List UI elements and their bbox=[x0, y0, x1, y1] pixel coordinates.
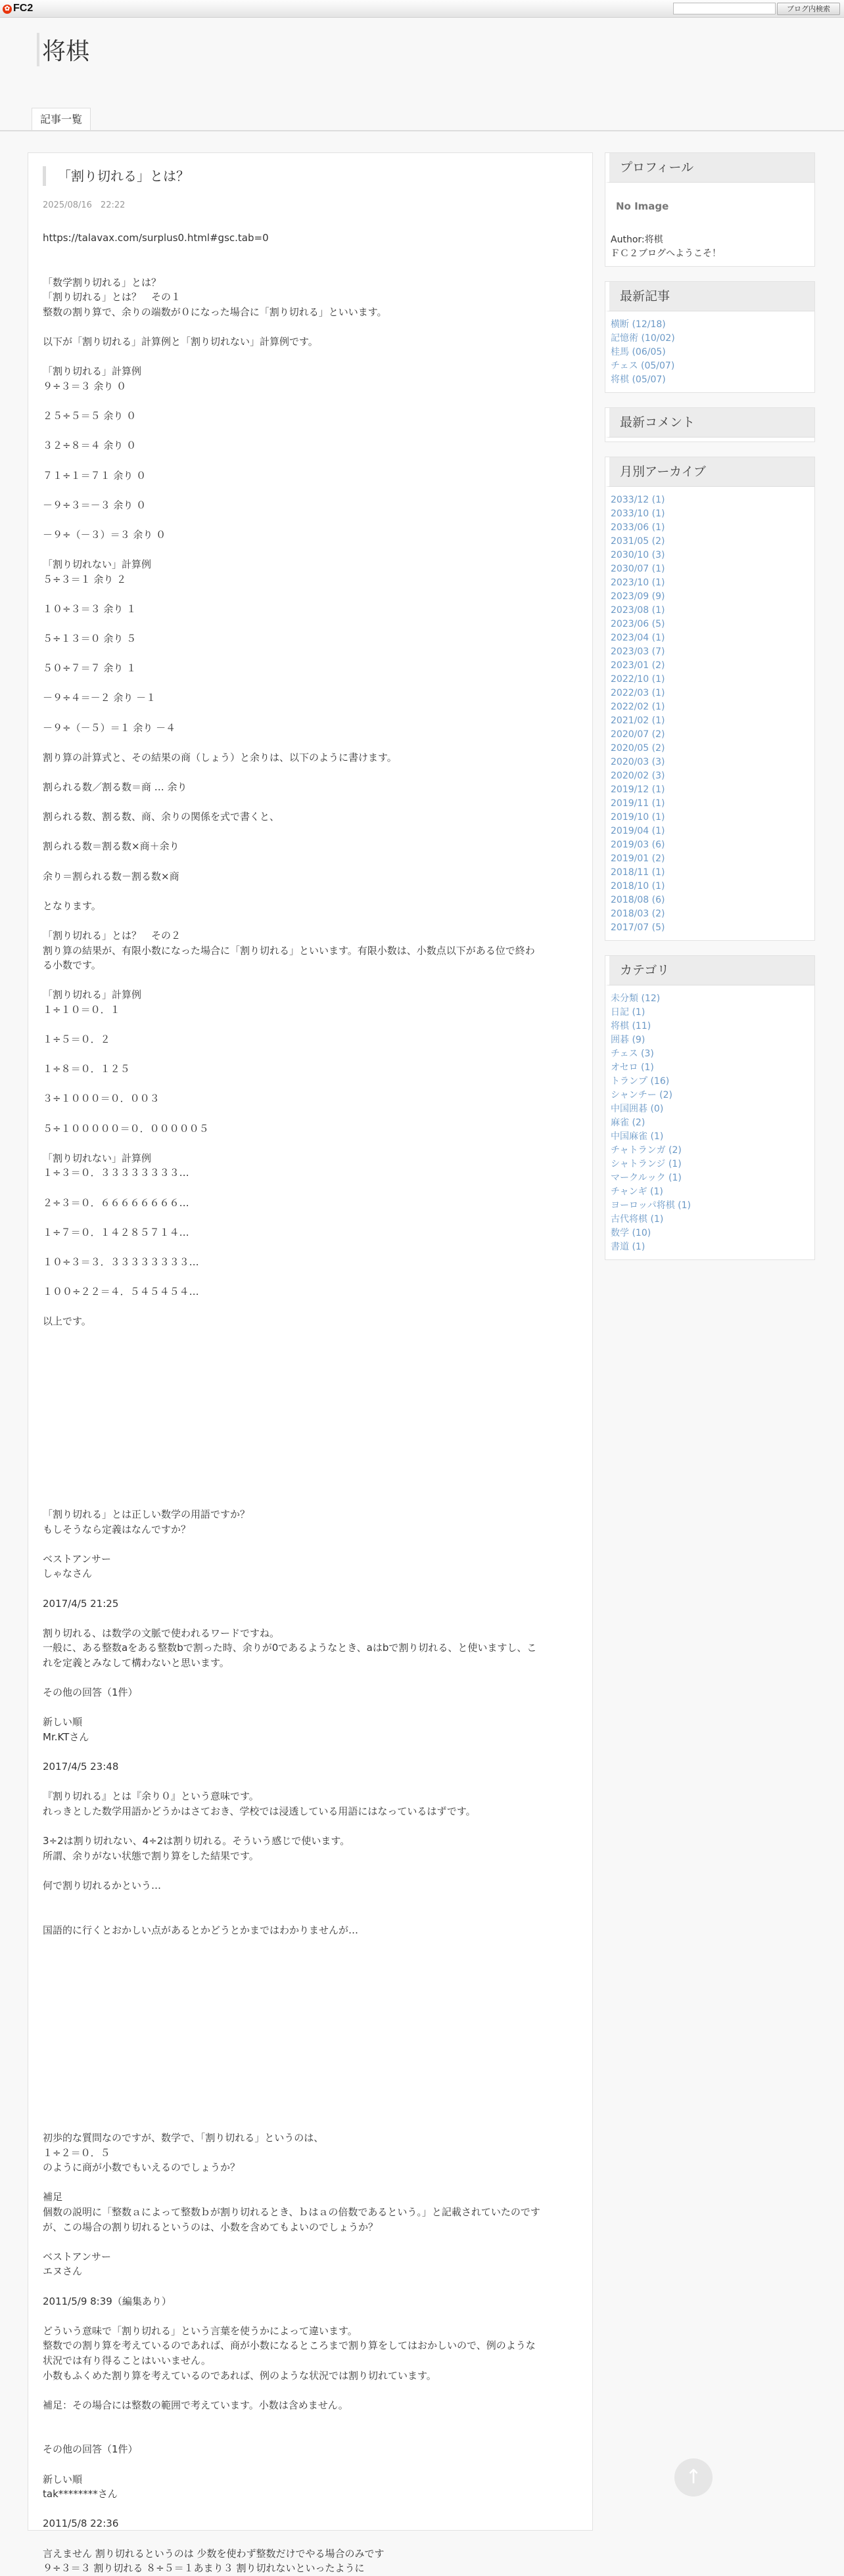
post-body-line bbox=[43, 2175, 575, 2190]
categories-box bbox=[605, 955, 815, 1260]
post-body-line: 2011/5/9 8:39（編集あり） bbox=[43, 2295, 172, 2307]
post-body-line: －９÷（－３）＝３ 余り ０ bbox=[43, 528, 166, 541]
nav-tab-article-list[interactable]: 記事一覧 bbox=[32, 108, 91, 131]
post-body-line: １÷５＝０．２ bbox=[43, 1033, 110, 1046]
post-title[interactable]: 「割り切れる」とは？ bbox=[43, 166, 189, 186]
post-body bbox=[43, 231, 575, 2576]
post-body-line bbox=[43, 1671, 575, 1686]
category-link[interactable]: チャトランガ (2) bbox=[611, 1145, 682, 1156]
post-body-line bbox=[43, 542, 575, 557]
archive-month-link[interactable]: 2019/01 (2) bbox=[611, 853, 665, 864]
arrow-up-icon: ↑ bbox=[685, 2466, 702, 2489]
archive-month-link[interactable]: 2033/06 (1) bbox=[611, 522, 665, 533]
category-link[interactable]: シャトランジ (1) bbox=[611, 1159, 682, 1169]
archive-month-link[interactable]: 2018/11 (1) bbox=[611, 867, 665, 878]
post-body-line bbox=[43, 854, 575, 869]
recent-comments-box bbox=[605, 407, 815, 442]
category-link[interactable]: 数学 (10) bbox=[611, 1228, 651, 1238]
post-body-line: 整数での割り算を考えているのであれば、商が小数になるところまで割り算をしてはおかしいので、例のような bbox=[43, 2339, 536, 2352]
post-body-line: 「数学割り切れる」とは？ bbox=[43, 276, 162, 288]
category-link[interactable]: トランプ (16) bbox=[611, 1076, 670, 1087]
post-body-line: 2011/5/8 22:36 bbox=[43, 2518, 119, 2530]
archive-month-link[interactable]: 2019/11 (1) bbox=[611, 798, 665, 809]
post-body-line: １÷８＝０．１２５ bbox=[43, 1063, 130, 1075]
post-body-line: ２５÷５＝５ 余り ０ bbox=[43, 410, 137, 422]
profile-heading: プロフィール bbox=[605, 153, 814, 183]
archive-month-link[interactable]: 2020/03 (3) bbox=[611, 757, 665, 767]
category-link[interactable]: ヨーロッパ将棋 (1) bbox=[611, 1200, 692, 1211]
post-body-line: 補足 bbox=[43, 2191, 63, 2203]
post-body-line bbox=[43, 246, 575, 261]
post-body-line bbox=[43, 1700, 575, 1715]
post-body-line: 所謂、余りがない状態で割り算をした結果です。 bbox=[43, 1849, 259, 1862]
category-link[interactable]: オセロ (1) bbox=[611, 1062, 654, 1073]
post-body-line bbox=[43, 706, 575, 721]
post-body-line: が、この場合の割り切れるというのは、小数を含めてもよいのでしょうか？ bbox=[43, 2221, 379, 2233]
post-body-line: ５０÷７＝７ 余り １ bbox=[43, 662, 137, 675]
archives-heading: 月別アーカイブ bbox=[605, 457, 814, 487]
category-link[interactable]: 中国麻雀 (1) bbox=[611, 1131, 664, 1142]
post-body-line: 言えません 割り切れるというのは 少数を使わず整数だけでやる場合のみです bbox=[43, 2547, 385, 2560]
post-body-line bbox=[43, 1017, 575, 1032]
post-body-line bbox=[43, 2457, 575, 2472]
category-link[interactable]: シャンチー (2) bbox=[611, 1090, 673, 1100]
category-link[interactable]: チェス (3) bbox=[611, 1049, 654, 1059]
category-link[interactable]: 麻雀 (2) bbox=[611, 1118, 645, 1128]
post-body-line: １÷３＝０．３３３３３３３３… bbox=[43, 1167, 189, 1179]
blog-title[interactable]: 将棋 bbox=[37, 33, 89, 66]
post-body-line bbox=[43, 795, 575, 810]
recent-post-link[interactable]: 将棋 (05/07) bbox=[611, 374, 666, 385]
post-body-line bbox=[43, 616, 575, 631]
post-body-line bbox=[43, 1388, 575, 1403]
post-body-line: １÷７＝０．１４２８５７１４… bbox=[43, 1226, 189, 1238]
post-body-line: ９÷３＝３ 余り ０ bbox=[43, 380, 127, 392]
post-body-line bbox=[43, 587, 575, 602]
post-body-line: １÷１０＝０．１ bbox=[43, 1003, 120, 1016]
post-body-line bbox=[43, 453, 575, 468]
post-body-line bbox=[43, 2012, 575, 2027]
archive-month-link[interactable]: 2033/10 (1) bbox=[611, 508, 665, 519]
recent-post-link[interactable]: 桂馬 (06/05) bbox=[611, 347, 666, 357]
post-body-line bbox=[43, 2101, 575, 2116]
post-body-line: ９÷３＝３ 割り切れる ８÷５＝１あまり３ 割り切れないといったように bbox=[43, 2562, 365, 2575]
post-body-line bbox=[43, 350, 575, 365]
post-body-line: ベストアンサー bbox=[43, 2250, 111, 2263]
post-body-line: 割られる数／割る数＝商 … 余り bbox=[43, 780, 187, 793]
post-body-line: ３２÷８＝４ 余り ０ bbox=[43, 440, 137, 452]
post-body-line bbox=[43, 2086, 575, 2101]
profile-author: Author:将棋 bbox=[611, 235, 663, 245]
post-body-line bbox=[43, 1359, 575, 1374]
post-body-line: １０÷３＝３ 余り １ bbox=[43, 602, 137, 615]
post-body-line bbox=[43, 735, 575, 750]
profile-no-image: No Image bbox=[616, 200, 669, 212]
post-body-line bbox=[43, 2531, 575, 2546]
post-body-line: 余り＝割られる数－割る数×商 bbox=[43, 870, 179, 882]
post-body-line: －９÷３＝－３ 余り ０ bbox=[43, 499, 147, 511]
post-body-line bbox=[43, 2412, 575, 2428]
post-body-line: 割られる数＝割る数×商＋余り bbox=[43, 840, 179, 853]
post-body-line bbox=[43, 765, 575, 780]
post-body-line: 3÷2は割り切れない、4÷2は割り切れる。そういう感じで使います。 bbox=[43, 1835, 350, 1847]
post-body-line bbox=[43, 1403, 575, 1418]
post-body-line: 「割り切れる」計算例 bbox=[43, 365, 142, 378]
post-body-line bbox=[43, 1581, 575, 1596]
source-url-link[interactable]: https://talavax.com/surplus0.html#gsc.tab=0 bbox=[43, 232, 269, 244]
post-body-line bbox=[43, 1106, 575, 1121]
post-body-line bbox=[43, 1418, 575, 1434]
recent-post-link[interactable]: チェス (05/07) bbox=[611, 361, 675, 371]
post-body-line: ７１÷１＝７１ 余り ０ bbox=[43, 469, 147, 482]
post-body-line: －９÷（－５）＝１ 余り －４ bbox=[43, 721, 176, 734]
post-body-line bbox=[43, 973, 575, 988]
post-body-line: その他の回答（1件） bbox=[43, 1686, 138, 1699]
category-link[interactable]: 将棋 (11) bbox=[611, 1021, 651, 1031]
post-body-line: 「割り切れる」とは？ その１ bbox=[43, 291, 181, 304]
archive-month-link[interactable]: 2018/08 (6) bbox=[611, 895, 665, 905]
post-body-line: エヌさん bbox=[43, 2265, 83, 2278]
post-body-line: 状況では有り得ることはいいません。 bbox=[43, 2354, 211, 2366]
post-body-line bbox=[43, 424, 575, 439]
recent-posts-heading: 最新記事 bbox=[605, 282, 814, 311]
post-body-line: ５÷１０００００＝０．０００００５ bbox=[43, 1122, 209, 1135]
category-link[interactable]: 囲碁 (9) bbox=[611, 1035, 645, 1045]
post-body-line bbox=[43, 2041, 575, 2056]
post-body-line bbox=[43, 913, 575, 928]
post-body-line: もしそうなら定義はなんですか？ bbox=[43, 1523, 191, 1535]
category-link[interactable]: チャンギ (1) bbox=[611, 1186, 663, 1197]
archive-month-link[interactable]: 2021/02 (1) bbox=[611, 715, 665, 726]
post-body-line: Mr.KTさん bbox=[43, 1730, 89, 1743]
post-body-line: しゃなさん bbox=[43, 1568, 93, 1580]
archive-month-link[interactable]: 2019/10 (1) bbox=[611, 812, 665, 823]
archive-month-link[interactable]: 2023/04 (1) bbox=[611, 633, 665, 643]
post-body-line: 整数の割り算で、余りの端数が０になった場合に「割り切れる」といいます。 bbox=[43, 305, 387, 318]
post-body-line bbox=[43, 1492, 575, 1507]
post-body-line: 2017/4/5 21:25 bbox=[43, 1597, 119, 1610]
post-body-line bbox=[43, 260, 575, 275]
category-link[interactable]: 書道 (1) bbox=[611, 1242, 645, 1252]
archive-month-link[interactable]: 2019/03 (6) bbox=[611, 840, 665, 850]
post-body-line: どういう意味で「割り切れる」という言葉を使うかによって違います。 bbox=[43, 2324, 358, 2337]
fc2-toolbar bbox=[0, 0, 844, 18]
post-body-line bbox=[43, 884, 575, 899]
post-body-line bbox=[43, 1745, 575, 1760]
nav-divider bbox=[0, 130, 844, 131]
post-body-line bbox=[43, 1611, 575, 1626]
archives-list bbox=[605, 487, 814, 940]
post-body-line bbox=[43, 646, 575, 662]
post-body-line: 2017/4/5 23:48 bbox=[43, 1761, 119, 1773]
post-body-line bbox=[43, 2056, 575, 2071]
category-link[interactable]: マークルック (1) bbox=[611, 1173, 682, 1183]
post-body-line bbox=[43, 320, 575, 335]
post-body-line bbox=[43, 2115, 575, 2131]
post-body-line: 割り算の計算式と、その結果の商（しょう）と余りは、以下のように書けます。 bbox=[43, 751, 397, 763]
post-body-line: れっきとした数学用語かどうかはさておき、学校では浸透している用語にはなっているはずです。 bbox=[43, 1805, 476, 1817]
post-body-line: １０÷３＝３．３３３３３３３３… bbox=[43, 1255, 199, 1268]
post-body-line: 個数の説明に「整数ａによって整数ｂが割り切れるとき、ｂはａの倍数であるという。」と記載されていたのです bbox=[43, 2205, 540, 2218]
post-body-line: 以下が「割り切れる」計算例と「割り切れない」計算例です。 bbox=[43, 336, 318, 348]
post-body-line: 割られる数、割る数、商、余りの関係を式で書くと、 bbox=[43, 811, 280, 823]
post-body-line bbox=[43, 1344, 575, 1359]
post-body-line bbox=[43, 1967, 575, 1982]
post-body-line: 「割り切れない」計算例 bbox=[43, 558, 152, 571]
post-body-line bbox=[43, 1299, 575, 1315]
archive-month-link[interactable]: 2031/05 (2) bbox=[611, 536, 665, 547]
post-body-line bbox=[43, 1374, 575, 1389]
post-body-line bbox=[43, 676, 575, 691]
post-body-line bbox=[43, 2309, 575, 2324]
post-body-line: ２÷３＝０．６６６６６６６６… bbox=[43, 1196, 189, 1209]
post-body-line: 小数もふくめた割り算を考えているのであれば、例のような状況では割り切れています。 bbox=[43, 2369, 436, 2382]
post-body-line: tak********さん bbox=[43, 2488, 118, 2500]
archive-month-link[interactable]: 2022/10 (1) bbox=[611, 674, 665, 685]
post-body-line: １÷２＝０．５ bbox=[43, 2146, 110, 2159]
post-body-line: 新しい順 bbox=[43, 1716, 83, 1729]
post-body-line: ベストアンサー bbox=[43, 1552, 111, 1565]
post-body-line: ３÷１０００＝０．００３ bbox=[43, 1093, 160, 1105]
post-body-line: １００÷２２＝４．５４５４５４… bbox=[43, 1286, 199, 1298]
post-body-line bbox=[43, 2383, 575, 2398]
post-body-line bbox=[43, 2279, 575, 2294]
blog-search-button[interactable]: ブログ内検索 bbox=[777, 3, 840, 15]
post-body-line: 割り切れる、は数学の文脈で使われるワードですね。 bbox=[43, 1627, 280, 1639]
post-body-line bbox=[43, 825, 575, 840]
post-body-line bbox=[43, 1982, 575, 1997]
post-body-line bbox=[43, 1240, 575, 1255]
post-body-line bbox=[43, 1077, 575, 1092]
post-body-line bbox=[43, 1210, 575, 1225]
post-body-line: その他の回答（1件） bbox=[43, 2443, 138, 2456]
archive-month-link[interactable]: 2020/02 (3) bbox=[611, 771, 665, 781]
post-body-line bbox=[43, 1270, 575, 1285]
post-body-line: 以上です。 bbox=[43, 1315, 91, 1328]
post-body-line bbox=[43, 2428, 575, 2443]
archive-month-link[interactable]: 2020/07 (2) bbox=[611, 729, 665, 740]
post-body-line bbox=[43, 1819, 575, 1834]
recent-posts-box bbox=[605, 281, 815, 393]
post-body-line bbox=[43, 512, 575, 528]
archive-month-link[interactable]: 2030/10 (3) bbox=[611, 550, 665, 560]
archive-month-link[interactable]: 2033/12 (1) bbox=[611, 495, 665, 505]
archive-month-link[interactable]: 2017/07 (5) bbox=[611, 922, 665, 933]
archives-box bbox=[605, 457, 815, 941]
post-body-line: となります。 bbox=[43, 899, 101, 912]
archive-month-link[interactable]: 2018/10 (1) bbox=[611, 881, 665, 892]
post-body-line: 一般に、ある整数aをある整数bで割った時、余りが0であるようなとき、aはbで割り切れる、と使いますし、こ bbox=[43, 1642, 537, 1654]
post-body-line: ５÷１３＝０ 余り ５ bbox=[43, 633, 137, 645]
post-body-line bbox=[43, 2071, 575, 2087]
recent-post-link[interactable]: 横断 (12/18) bbox=[611, 319, 666, 330]
post-body-line bbox=[43, 1478, 575, 1493]
post-date: 2025/08/16 22:22 bbox=[43, 200, 126, 210]
profile-welcome: ＦＣ２ブログへようこそ！ bbox=[611, 248, 721, 259]
post-body-line: 何で割り切れるかという… bbox=[43, 1879, 162, 1891]
category-link[interactable]: 中国囲碁 (0) bbox=[611, 1104, 664, 1114]
post-body-line: 「割り切れる」とは？ その２ bbox=[43, 929, 181, 941]
post-body-line bbox=[43, 1433, 575, 1448]
post-body-line bbox=[43, 1047, 575, 1062]
archive-month-link[interactable]: 2022/03 (1) bbox=[611, 688, 665, 698]
post-body-line: 国語的に行くとおかしい点があるとかどうとかまではわかりませんが… bbox=[43, 1924, 359, 1936]
back-to-top-button[interactable] bbox=[674, 2458, 713, 2497]
recent-post-link[interactable]: 記憶術 (10/02) bbox=[611, 333, 675, 344]
categories-list bbox=[605, 985, 814, 1259]
sidebar bbox=[605, 152, 815, 1275]
profile-box bbox=[605, 152, 815, 267]
post-body-line: 「割り切れない」計算例 bbox=[43, 1152, 152, 1164]
post-body-line bbox=[43, 394, 575, 409]
post-body-line bbox=[43, 1181, 575, 1196]
post-body-line bbox=[43, 1136, 575, 1151]
post-body-line bbox=[43, 2027, 575, 2042]
archive-month-link[interactable]: 2023/01 (2) bbox=[611, 660, 665, 671]
post-body-line: 補足：その場合には整数の範囲で考えています。小数は含めません。 bbox=[43, 2399, 348, 2411]
archive-month-link[interactable]: 2023/08 (1) bbox=[611, 605, 665, 616]
post-body-line bbox=[43, 1863, 575, 1878]
post-body-line: 新しい順 bbox=[43, 2473, 83, 2485]
post-body-line: 初歩的な質問なのですが、数学で、「割り切れる」というのは、 bbox=[43, 2132, 324, 2144]
post-body-line bbox=[43, 1908, 575, 1923]
post-body-line: 「割り切れる」とは正しい数学の用語ですか？ bbox=[43, 1508, 250, 1521]
post-body-line bbox=[43, 1329, 575, 1344]
post-body-line bbox=[43, 2234, 575, 2249]
archive-month-link[interactable]: 2030/07 (1) bbox=[611, 564, 665, 574]
fc2-logo-icon: ✿ bbox=[3, 5, 12, 14]
post-body-line bbox=[43, 1953, 575, 1968]
archive-month-link[interactable]: 2023/10 (1) bbox=[611, 577, 665, 588]
post-body-line bbox=[43, 2502, 575, 2517]
post-body-line: 割り算の結果が、有限小数になった場合に「割り切れる」といいます。有限小数は、小数点以下がある位で終わ bbox=[43, 944, 535, 957]
fc2-logo-text: FC2 bbox=[13, 3, 34, 14]
archive-month-link[interactable]: 2019/12 (1) bbox=[611, 784, 665, 795]
archive-month-link[interactable]: 2022/02 (1) bbox=[611, 702, 665, 712]
post-body-line bbox=[43, 1448, 575, 1463]
post-body-line: 「割り切れる」計算例 bbox=[43, 989, 142, 1001]
post-body-line bbox=[43, 1997, 575, 2012]
archive-month-link[interactable]: 2019/04 (1) bbox=[611, 826, 665, 836]
archive-month-link[interactable]: 2020/05 (2) bbox=[611, 743, 665, 754]
post-body-line: れを定義とみなして構わないと思います。 bbox=[43, 1657, 229, 1669]
post-body-line bbox=[43, 1893, 575, 1909]
category-link[interactable]: 古代将棋 (1) bbox=[611, 1214, 664, 1225]
post-body-line: のように商が小数でもいえるのでしょうか？ bbox=[43, 2161, 241, 2174]
post-body-line: る小数です。 bbox=[43, 959, 101, 972]
archive-month-link[interactable]: 2023/09 (9) bbox=[611, 591, 665, 602]
archive-month-link[interactable]: 2023/03 (7) bbox=[611, 646, 665, 657]
category-link[interactable]: 未分類 (12) bbox=[611, 993, 661, 1004]
recent-posts-list bbox=[605, 311, 814, 392]
post-body-line bbox=[43, 1537, 575, 1552]
post-body-line bbox=[43, 1774, 575, 1790]
post-body-line bbox=[43, 1462, 575, 1478]
archive-month-link[interactable]: 2018/03 (2) bbox=[611, 909, 665, 919]
post-body-line: 『割り切れる』とは『余り０』という意味です。 bbox=[43, 1790, 259, 1803]
post-body-line: ５÷３＝１ 余り ２ bbox=[43, 573, 127, 585]
post-body-line: －９÷４＝－２ 余り －１ bbox=[43, 692, 156, 704]
category-link[interactable]: 日記 (1) bbox=[611, 1007, 645, 1018]
post-body-line bbox=[43, 1937, 575, 1953]
fc2-logo[interactable] bbox=[3, 3, 33, 14]
post-body-line bbox=[43, 483, 575, 498]
archive-month-link[interactable]: 2023/06 (5) bbox=[611, 619, 665, 629]
blog-search-input[interactable] bbox=[673, 3, 776, 14]
categories-heading: カテゴリ bbox=[605, 956, 814, 985]
recent-comments-heading: 最新コメント bbox=[605, 408, 814, 438]
main-content bbox=[28, 152, 593, 2575]
